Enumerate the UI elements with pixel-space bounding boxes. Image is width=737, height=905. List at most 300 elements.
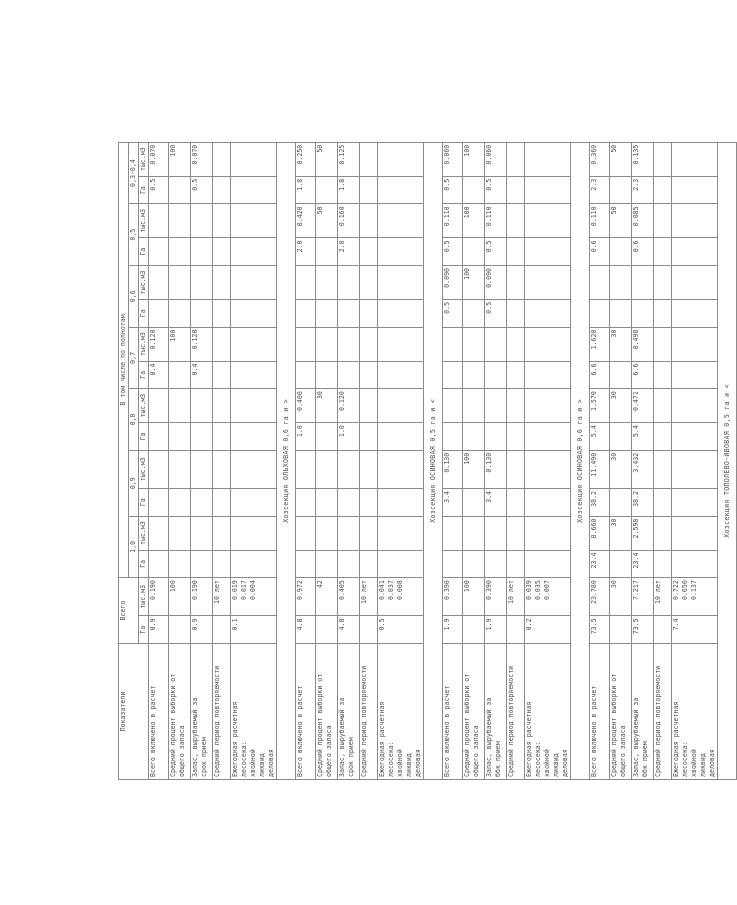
completeness-ha-cell (463, 488, 485, 516)
indicator-label-line: лесосека: (240, 741, 248, 777)
completeness-vol-cell: 0.250 (296, 142, 316, 176)
completeness-ha-cell (443, 361, 463, 389)
unit-vol-header: тыс.м3 (139, 142, 149, 176)
table-row (231, 81, 277, 780)
total-vol-cell: 100 (169, 578, 191, 616)
completeness-ha-cell (169, 423, 191, 451)
completeness-vol-cell (654, 265, 672, 299)
completeness-vol-cell: 30 (610, 450, 632, 488)
indicator-label (672, 644, 718, 780)
completeness-vol-cell: 30 (610, 327, 632, 361)
completeness-ha-cell (338, 299, 360, 327)
indicator-label-line: Средний процент выборки от (463, 673, 471, 777)
completeness-vol-cell (338, 516, 360, 550)
completeness-vol-cell (443, 389, 463, 423)
table-row (507, 81, 525, 780)
completeness-header: В том числе по полнотам (119, 142, 129, 577)
total-vol-cell: 0.390 (443, 578, 463, 616)
completeness-ha-cell: 5.4 (590, 423, 610, 451)
completeness-vol-cell (654, 450, 672, 488)
completeness-vol-cell (231, 450, 277, 488)
completeness-ha-cell (296, 550, 316, 578)
completeness-ha-cell (525, 299, 571, 327)
table-row (378, 81, 424, 780)
completeness-ha-cell (316, 488, 338, 516)
completeness-vol-cell (443, 516, 463, 550)
completeness-ha-cell (213, 488, 231, 516)
completeness-vol-cell (360, 142, 378, 176)
total-vol-cell: 10 лет (213, 578, 231, 616)
completeness-ha-cell: 0.5 (149, 176, 169, 204)
unit-ha-header: Га (139, 488, 149, 516)
completeness-vol-cell (507, 389, 525, 423)
completeness-ha-cell (169, 361, 191, 389)
indicator-label-line: Ежегодная расчетная (525, 701, 533, 777)
completeness-ha-cell (525, 238, 571, 266)
completeness-vol-cell (316, 327, 338, 361)
harvest-type-name: ликвид (699, 753, 707, 777)
completeness-vol-cell: 0.471 (632, 389, 654, 423)
completeness-vol-cell (378, 327, 424, 361)
completeness-vol-cell (360, 204, 378, 238)
completeness-ha-cell: 3.4 (443, 488, 463, 516)
completeness-vol-cell (296, 450, 316, 488)
completeness-vol-cell (231, 516, 277, 550)
total-vol-value: 0.041 (378, 580, 386, 601)
completeness-vol-cell (149, 450, 169, 488)
completeness-ha-cell (231, 299, 277, 327)
completeness-vol-cell (507, 327, 525, 361)
completeness-ha-cell (360, 176, 378, 204)
completeness-vol-cell (213, 265, 231, 299)
total-vol-cell: 0.972 (296, 578, 316, 616)
completeness-vol-cell: 50 (316, 142, 338, 176)
completeness-vol-cell (338, 327, 360, 361)
completeness-vol-cell (525, 450, 571, 488)
completeness-vol-cell (378, 142, 424, 176)
completeness-vol-cell: 100 (463, 265, 485, 299)
unit-vol-header: тыс.м3 (139, 327, 149, 361)
completeness-vol-cell (338, 450, 360, 488)
completeness-ha-cell (231, 238, 277, 266)
completeness-vol-cell (525, 204, 571, 238)
total-vol-cell: 100 (463, 578, 485, 616)
completeness-vol-cell (525, 389, 571, 423)
table-row (632, 81, 654, 780)
indicator-label-line: общего запаса (178, 725, 186, 777)
completeness-vol-cell (610, 265, 632, 299)
table-row (296, 81, 316, 780)
completeness-vol-cell (149, 516, 169, 550)
completeness-ha-cell: 0.4 (149, 361, 169, 389)
completeness-ha-cell: 38.2 (632, 488, 654, 516)
completeness-ha-cell (590, 299, 610, 327)
completeness-ha-cell (463, 361, 485, 389)
completeness-vol-cell (463, 516, 485, 550)
unit-ha-header: Га (139, 423, 149, 451)
harvest-type-names (396, 646, 423, 777)
completeness-vol-cell (213, 450, 231, 488)
completeness-ha-cell (610, 423, 632, 451)
total-vol-cell: 10 лет (507, 578, 525, 616)
harvest-type-names (249, 646, 276, 777)
completeness-ha-cell (610, 238, 632, 266)
total-vol-value: 0.007 (543, 580, 551, 601)
section-title: Хозсекция ОЛЬХОВАЯ 0,6 га и > (277, 142, 296, 779)
completeness-vol-cell: 11.490 (590, 450, 610, 488)
indicator-label (169, 644, 191, 780)
completeness-ha-cell (231, 550, 277, 578)
indicator-label-line: Запас, вырубаемый за (632, 697, 640, 777)
section-title-row (424, 81, 443, 780)
completeness-vol-cell: 0.060 (443, 142, 463, 176)
completeness-vol-cell (654, 142, 672, 176)
unit-vol-header: тыс.м3 (139, 265, 149, 299)
indicator-label-line: Средний период повторяемости (360, 665, 368, 777)
indicator-label-line: общего запаса (472, 725, 480, 777)
completeness-ha-cell (463, 238, 485, 266)
indicator-label-line: Средний процент выборки от (169, 673, 177, 777)
completeness-ha-cell (169, 299, 191, 327)
completeness-ha-cell: 0.5 (443, 176, 463, 204)
completeness-ha-cell (463, 299, 485, 327)
completeness-ha-cell (213, 238, 231, 266)
completeness-vol-cell (169, 450, 191, 488)
total-vol-cell: 30 (610, 578, 632, 616)
completeness-ha-cell: 1.0 (296, 423, 316, 451)
completeness-vol-cell (296, 265, 316, 299)
completeness-ha-cell (463, 176, 485, 204)
indicator-label-line: Средний период повторяемости (213, 665, 221, 777)
completeness-vol-cell: 0.070 (149, 142, 169, 176)
completeness-ha-cell (632, 299, 654, 327)
section-title-row (277, 81, 296, 780)
header-row-1 (119, 81, 129, 780)
completeness-vol-cell (191, 516, 213, 550)
completeness-ha-cell (191, 423, 213, 451)
completeness-vol-cell: 50 (610, 204, 632, 238)
completeness-ha-cell (169, 550, 191, 578)
completeness-ha-cell: 1.8 (296, 176, 316, 204)
completeness-ha-cell (213, 361, 231, 389)
completeness-ha-cell (316, 423, 338, 451)
completeness-vol-cell (191, 389, 213, 423)
completeness-ha-cell (654, 361, 672, 389)
total-vol-value: 0.650 (681, 580, 689, 601)
completeness-vol-cell (507, 516, 525, 550)
completeness-ha-cell (672, 361, 718, 389)
total-ha-cell (463, 616, 485, 644)
harvest-type-name: хвойной (543, 749, 551, 777)
completeness-ha-cell (463, 423, 485, 451)
indicator-label-line: лесосека: (681, 741, 689, 777)
completeness-ha-cell (360, 488, 378, 516)
table-row (463, 81, 485, 780)
completeness-0-6: 0,6 (129, 265, 139, 327)
completeness-ha-cell (316, 550, 338, 578)
completeness-vol-cell (672, 204, 718, 238)
completeness-ha-cell (316, 361, 338, 389)
total-vol-cell (672, 578, 718, 616)
completeness-ha-cell (338, 361, 360, 389)
completeness-vol-cell: 30 (610, 389, 632, 423)
indicator-label-line: Всего включено в расчет (443, 685, 451, 777)
completeness-ha-cell (610, 176, 632, 204)
completeness-vol-cell (149, 265, 169, 299)
completeness-vol-cell: 0.130 (485, 450, 507, 488)
completeness-ha-cell (507, 488, 525, 516)
total-vol-cell: 23.780 (590, 578, 610, 616)
total-header: Всего (119, 578, 139, 644)
completeness-0-9: 0,9 (129, 450, 139, 516)
completeness-ha-cell (378, 361, 424, 389)
completeness-ha-cell (654, 488, 672, 516)
total-ha-cell: 0.1 (231, 616, 277, 644)
indicator-label-line: ббк прием (641, 741, 649, 777)
completeness-vol-cell (654, 327, 672, 361)
completeness-vol-cell (672, 516, 718, 550)
completeness-ha-cell (525, 361, 571, 389)
completeness-ha-cell (672, 423, 718, 451)
completeness-vol-cell (378, 516, 424, 550)
completeness-ha-cell: 1.0 (338, 423, 360, 451)
completeness-ha-cell (485, 550, 507, 578)
completeness-vol-cell: 100 (169, 142, 191, 176)
completeness-ha-cell (525, 550, 571, 578)
total-vol-cell: 0.390 (485, 578, 507, 616)
unit-ha-header: Га (139, 299, 149, 327)
indicator-label (296, 644, 316, 780)
completeness-ha-cell: 0.5 (443, 238, 463, 266)
completeness-vol-cell (191, 450, 213, 488)
completeness-vol-cell (213, 142, 231, 176)
completeness-vol-cell: 2.598 (632, 516, 654, 550)
completeness-ha-cell (296, 299, 316, 327)
completeness-ha-cell: 6.6 (590, 361, 610, 389)
total-ha-cell (654, 616, 672, 644)
completeness-ha-cell: 0.5 (191, 176, 213, 204)
indicator-label (463, 644, 485, 780)
rotated-table-wrapper (118, 80, 731, 780)
indicator-label (338, 644, 360, 780)
unit-ha-header: Га (139, 238, 149, 266)
completeness-vol-cell (485, 327, 507, 361)
unit-vol-header: тыс.м3 (139, 450, 149, 488)
indicator-label-line: ббк прием (494, 741, 502, 777)
total-ha-cell (213, 616, 231, 644)
completeness-vol-cell (191, 265, 213, 299)
harvest-type-name: деловая (267, 749, 275, 777)
completeness-vol-cell (672, 389, 718, 423)
indicator-label (360, 644, 378, 780)
completeness-vol-cell (213, 327, 231, 361)
completeness-vol-cell (672, 265, 718, 299)
completeness-ha-cell: 5.4 (632, 423, 654, 451)
completeness-ha-cell (507, 550, 525, 578)
completeness-ha-cell: 23.4 (590, 550, 610, 578)
completeness-ha-cell (360, 238, 378, 266)
indicator-label-line: Средний период повторяемости (507, 665, 515, 777)
table-row (590, 81, 610, 780)
completeness-ha-cell (654, 176, 672, 204)
completeness-vol-cell (316, 516, 338, 550)
total-vol-cell: 0.190 (191, 578, 213, 616)
completeness-ha-cell (672, 176, 718, 204)
total-vol-cell: 10 лет (654, 578, 672, 616)
total-vol-cell (525, 578, 571, 616)
unit-ha-header: Га (139, 616, 149, 644)
completeness-ha-cell (360, 423, 378, 451)
indicator-label-line: общего запаса (619, 725, 627, 777)
completeness-vol-cell (443, 327, 463, 361)
completeness-ha-cell: 0.6 (590, 238, 610, 266)
table-row (485, 81, 507, 780)
indicator-label-line: Ежегодная расчетная (672, 701, 680, 777)
completeness-ha-cell (654, 299, 672, 327)
completeness-ha-cell (525, 423, 571, 451)
completeness-ha-cell (360, 550, 378, 578)
harvest-type-name: ликвид (405, 753, 413, 777)
table-row (213, 81, 231, 780)
completeness-vol-cell (672, 450, 718, 488)
indicator-label-line: срок прием (200, 737, 208, 777)
indicator-label-line: Запас, вырубаемый за (485, 697, 493, 777)
unit-ha-header: Га (139, 550, 149, 578)
completeness-vol-cell (654, 516, 672, 550)
completeness-ha-cell (378, 550, 424, 578)
completeness-vol-cell (149, 389, 169, 423)
total-ha-cell (507, 616, 525, 644)
completeness-vol-cell (169, 265, 191, 299)
completeness-ha-cell: 0.5 (485, 299, 507, 327)
completeness-ha-cell (507, 176, 525, 204)
completeness-vol-cell (485, 389, 507, 423)
indicator-label-line: Всего включено в расчет (149, 685, 157, 777)
completeness-vol-cell (231, 204, 277, 238)
completeness-vol-cell (525, 142, 571, 176)
completeness-vol-cell: 1.570 (590, 389, 610, 423)
completeness-vol-cell (525, 265, 571, 299)
completeness-ha-cell: 2.3 (632, 176, 654, 204)
unit-ha-header: Га (139, 361, 149, 389)
completeness-ha-cell (231, 423, 277, 451)
completeness-ha-cell (654, 423, 672, 451)
completeness-ha-cell (191, 488, 213, 516)
indicator-label (525, 644, 571, 780)
completeness-ha-cell (213, 176, 231, 204)
harvest-type-name: хвойной (690, 749, 698, 777)
indicator-label-line: Запас, вырубаемый за (191, 697, 199, 777)
completeness-vol-cell: 0.120 (149, 327, 169, 361)
completeness-ha-cell (378, 238, 424, 266)
completeness-vol-cell (378, 389, 424, 423)
completeness-vol-cell (360, 389, 378, 423)
total-ha-cell: 73.5 (632, 616, 654, 644)
total-ha-cell (316, 616, 338, 644)
completeness-vol-cell: 100 (463, 142, 485, 176)
completeness-ha-cell (149, 550, 169, 578)
completeness-vol-cell: 0.498 (632, 327, 654, 361)
completeness-vol-cell: 3.432 (632, 450, 654, 488)
completeness-ha-cell (378, 176, 424, 204)
completeness-ha-cell (378, 423, 424, 451)
total-ha-cell: 4.8 (338, 616, 360, 644)
completeness-ha-cell: 1.8 (338, 176, 360, 204)
completeness-vol-cell (149, 204, 169, 238)
completeness-vol-cell (338, 265, 360, 299)
completeness-vol-cell: 0.125 (338, 142, 360, 176)
table-row (443, 81, 463, 780)
indicator-label (316, 644, 338, 780)
completeness-vol-cell: 0.090 (443, 265, 463, 299)
completeness-ha-cell: 23.4 (632, 550, 654, 578)
indicator-label-line: Ежегодная расчетная (378, 701, 386, 777)
total-vol-cell: 10 лет (360, 578, 378, 616)
harvest-type-name: деловая (414, 749, 422, 777)
completeness-ha-cell (231, 361, 277, 389)
completeness-vol-cell: 0.130 (443, 450, 463, 488)
completeness-vol-cell (463, 389, 485, 423)
completeness-vol-cell: 0.135 (632, 142, 654, 176)
completeness-vol-cell: 1.620 (590, 327, 610, 361)
indicator-label-line: Средний процент выборки от (316, 673, 324, 777)
completeness-vol-cell (213, 389, 231, 423)
total-ha-cell: 0.5 (378, 616, 424, 644)
completeness-vol-cell (654, 389, 672, 423)
completeness-ha-cell: 0.5 (443, 299, 463, 327)
table-row (654, 81, 672, 780)
completeness-ha-cell (507, 299, 525, 327)
total-ha-cell (610, 616, 632, 644)
total-ha-cell (169, 616, 191, 644)
table-row (191, 81, 213, 780)
completeness-ha-cell (672, 550, 718, 578)
completeness-ha-cell (149, 488, 169, 516)
completeness-vol-cell: 0.110 (485, 204, 507, 238)
completeness-ha-cell: 0.6 (632, 238, 654, 266)
total-ha-cell: 1.9 (485, 616, 507, 644)
total-vol-cell: 7.217 (632, 578, 654, 616)
completeness-ha-cell (149, 299, 169, 327)
completeness-ha-cell: 0.5 (485, 176, 507, 204)
completeness-ha-cell (213, 299, 231, 327)
total-vol-cell: 0.190 (149, 578, 169, 616)
completeness-ha-cell (296, 361, 316, 389)
completeness-vol-cell (672, 327, 718, 361)
total-vol-cell: 0.405 (338, 578, 360, 616)
harvest-type-name: ликвид (552, 753, 560, 777)
completeness-vol-cell (632, 265, 654, 299)
completeness-0-8: 0,8 (129, 389, 139, 451)
indicator-label (485, 644, 507, 780)
harvest-type-names (690, 646, 717, 777)
total-vol-value: 0.035 (534, 580, 542, 601)
harvest-type-name: деловая (708, 749, 716, 777)
completeness-vol-cell (191, 204, 213, 238)
completeness-vol-cell: 100 (463, 450, 485, 488)
completeness-ha-cell (507, 423, 525, 451)
completeness-vol-cell (485, 516, 507, 550)
indicators-header: Показатели (119, 644, 149, 780)
unit-vol-header: тыс.м3 (139, 578, 149, 616)
total-vol-value: 0.039 (525, 580, 533, 601)
completeness-ha-cell (610, 550, 632, 578)
completeness-vol-cell: 0.160 (338, 204, 360, 238)
completeness-vol-cell (378, 450, 424, 488)
total-vol-value: 0.008 (396, 580, 404, 601)
total-ha-cell (360, 616, 378, 644)
section-title-row (571, 81, 590, 780)
